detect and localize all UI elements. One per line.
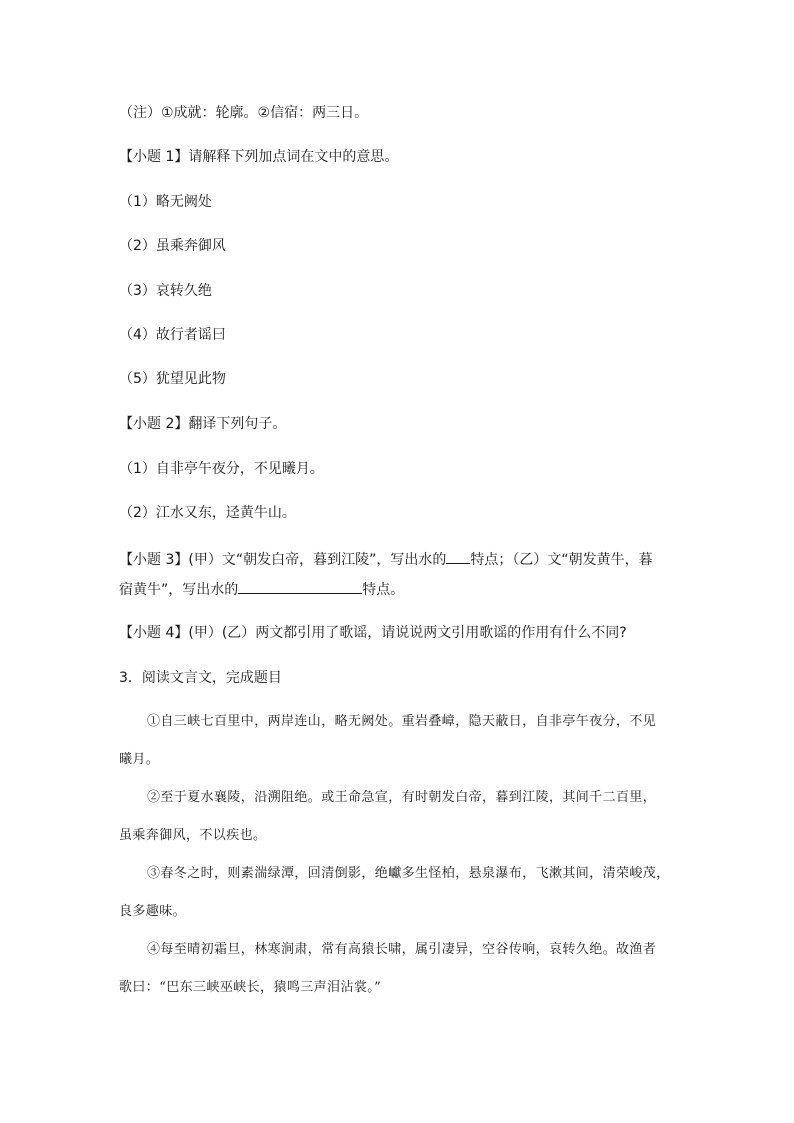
question-2-item: （1）自非亭午夜分，不见曦月。 (119, 461, 324, 477)
answer-blank[interactable] (238, 579, 362, 594)
question-2-item: （2）江水又东，迳黄牛山。 (119, 505, 296, 521)
question-1-prompt: 【小题 1】请解释下列加点词在文中的意思。 (119, 149, 399, 165)
passage-paragraph (119, 865, 675, 921)
section-3-heading: 3．阅读文言文，完成题目 (119, 670, 282, 686)
passage-paragraph (119, 713, 675, 769)
question-3-text: 特点。 (362, 582, 405, 598)
passage-line: 歌曰：“巴东三峡巫峡长，猿鸣三声泪沾裳。” (119, 980, 382, 995)
question-1-item: （5）犹望见此物 (119, 371, 226, 387)
question-4-prompt: 【小题 4】(甲）(乙）两文都引用了歌谣，请说说两文引用歌谣的作用有什么不同? (119, 625, 627, 641)
question-3-text: 特点；（乙）文“朝发黄牛，暮 (470, 552, 653, 568)
answer-blank[interactable] (446, 549, 470, 564)
question-1-item: （1）略无阙处 (119, 194, 212, 210)
question-3-text: 【小题 3】(甲）文“朝发白帝，暮到江陵”，写出水的 (119, 552, 447, 568)
passage-line: 虽乘奔御风，不以疾也。 (119, 828, 267, 843)
passage-line: ④每至晴初霜旦，林寒涧肃，常有高猿长啸，属引凄异，空谷传响，哀转久绝。故渔者 (147, 942, 657, 957)
question-1-item: （2）虽乘奔御风 (119, 238, 226, 254)
passage-line: 曦月。 (119, 752, 160, 767)
question-1-item: （4）故行者谣曰 (119, 327, 226, 343)
passage-line: ①自三峡七百里中，两岸连山，略无阙处。重岩叠嶂，隐天蔽日，自非亭午夜分，不见 (147, 714, 657, 729)
question-1-item: （3）哀转久绝 (119, 283, 212, 299)
passage-paragraph (119, 941, 675, 997)
annotation-note: （注）①成就：轮廓。②信宿：两三日。 (119, 105, 369, 121)
question-3-line-1 (119, 549, 653, 569)
passage-line: ②至于夏水襄陵，沿溯阻绝。或王命急宣，有时朝发白帝，暮到江陵，其间千二百里， (147, 790, 657, 805)
passage-paragraph (119, 789, 675, 845)
passage-line: 良多趣味。 (119, 904, 187, 919)
passage-line: ③春冬之时，则素湍绿潭，回清倒影，绝巘多生怪柏，悬泉瀑布，飞漱其间，清荣峻茂， (147, 866, 670, 881)
question-3-text: 宿黄牛”，写出水的 (119, 582, 239, 598)
question-2-prompt: 【小题 2】翻译下列句子。 (119, 416, 287, 432)
question-3-line-2 (119, 579, 404, 599)
